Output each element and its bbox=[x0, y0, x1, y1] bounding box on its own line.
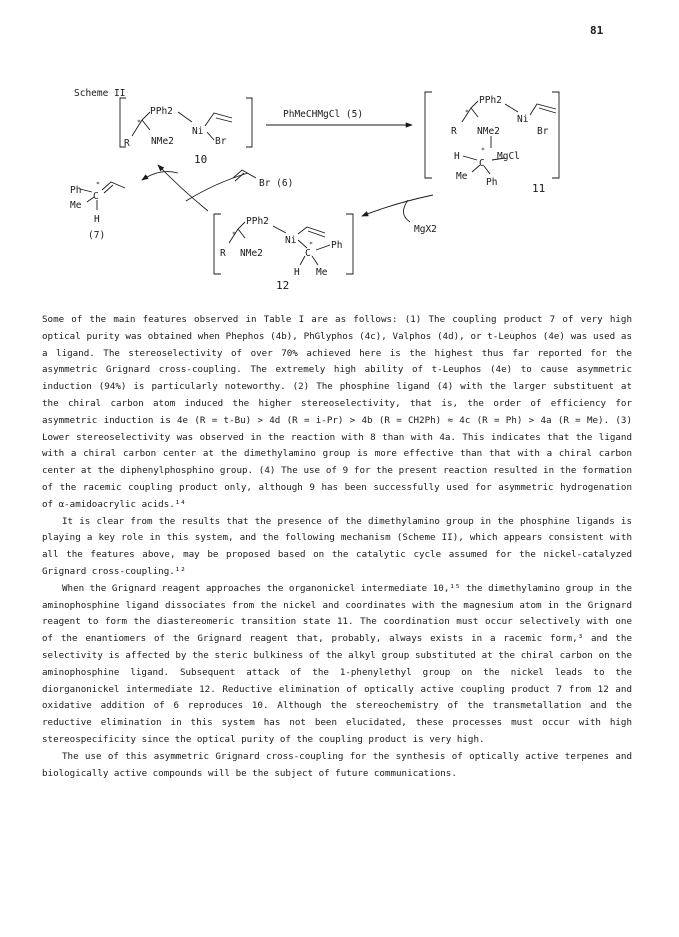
c10-ni: Ni bbox=[192, 126, 204, 137]
c12-me: Me bbox=[316, 267, 328, 278]
arrow-11-to-12 bbox=[362, 195, 433, 216]
scheme-title: Scheme II bbox=[74, 88, 126, 99]
reagent-label: PhMeCHMgCl (5) bbox=[283, 109, 364, 120]
c11-c: C bbox=[479, 158, 485, 169]
c12-ph: Ph bbox=[331, 240, 343, 251]
c10-star: * bbox=[137, 118, 141, 126]
arrow-release-7 bbox=[142, 172, 178, 180]
c11-ph: Ph bbox=[486, 177, 498, 188]
c10-nme2: NMe2 bbox=[151, 136, 174, 147]
c7-ph: Ph bbox=[70, 185, 82, 196]
c12-pph2: PPh2 bbox=[246, 216, 269, 227]
c10-r: R bbox=[124, 138, 130, 149]
c7-h: H bbox=[94, 214, 100, 225]
c11-me: Me bbox=[456, 171, 468, 182]
paragraph-1: Some of the main features observed in Table I are as follows: (1) The coupling product 7 of very high optical purity was obtained when Phephos (4b), PhGlyphos (4c), Valphos (4d), or t-Leuphos (4e) was used as a ligand. The stereoselectivity of over 70% achieved here is the highest thus far reported for the asymmetric Grignard cross-coupling. The extremely high ability of t-Leuphos (4e) to cause asymmetric induction (94%) is particularly noteworthy. (2) The phosphine ligand (4) with the larger substituent at the chiral carbon atom induced the higher stereoselectivity, that is, the order of efficiency for asymmetric induction is 4e (R = t-Bu) > 4d (R = i-Pr) > 4b (R = CH2Ph) ≈ 4c (R = Ph) > 4a (R = Me). (3) Lower stereoselectivity was observed in the reaction with 8 than with 4a. This indicates that the ligand with a chiral carbon center at the dimethylamino group is more effective than that with a chiral carbon center at the diphenylphosphino group. (4) The use of 9 for the present reaction resulted in the formation of the racemic coupling product only, although 9 has been successfully used for asymmetric hydrogenation of α-amidoacrylic acids.¹⁴ bbox=[42, 314, 632, 510]
paragraph-3: When the Grignard reagent approaches the organonickel intermediate 10,¹⁵ the dimethylamino group in the aminophosphine ligand dissociates from the nickel and coordinates with the magnesium atom in the Grignard reagent to form the diastereomeric transition state 11. The coordination must occur selectively with one of the enantiomers of the Grignard reagent that, probably, always exists in a racemic form,³ and the selectivity is affected by the steric bulkiness of the alkyl group substituted at the chiral carbon on the aminophosphine ligand. Subsequent attack of the 1-phenylethyl group on the nickel leads to the diorganonickel intermediate 12. Reductive elimination of optically active coupling product 7 from 12 and oxidative addition of 6 reproduces 10. Although the stereochemistry of the transmetallation and the reductive elimination in this system has not been elucidated, these processes must occur with high stereospecificity since the optical purity of the coupling product is very high. bbox=[42, 582, 632, 745]
compound-12-number: 12 bbox=[276, 279, 290, 292]
compound-10-number: 10 bbox=[194, 153, 208, 166]
c11-c-star: * bbox=[481, 146, 485, 154]
compound-11-number: 11 bbox=[532, 182, 546, 195]
c11-br: Br bbox=[537, 126, 549, 137]
vinyl-bromide-6 bbox=[233, 170, 256, 181]
scheme-ii-figure bbox=[0, 0, 679, 300]
c11-r: R bbox=[451, 126, 457, 137]
c11-mgcl: MgCl bbox=[497, 151, 520, 162]
paragraph-4: The use of this asymmetric Grignard cross-coupling for the synthesis of optically active terpenes and biologically active compounds will be the subject of future communications. bbox=[42, 750, 632, 779]
mgx2-release-curve bbox=[403, 200, 410, 222]
c10-br: Br bbox=[215, 136, 227, 147]
mgx2-label: MgX2 bbox=[414, 224, 437, 235]
body-text bbox=[42, 312, 632, 782]
c12-h: H bbox=[294, 267, 300, 278]
c11-ni: Ni bbox=[517, 114, 529, 125]
vinyl-bromide-label: Br (6) bbox=[259, 178, 294, 189]
paragraph-2: It is clear from the results that the presence of the dimethylamino group in the phosphine ligands is playing a key role in this system, and the following mechanism (Scheme II), which appears consistent with all the features above, may be proposed based on the catalytic cycle assumed for the nickel-catalyzed Grignard cross-coupling.¹² bbox=[42, 515, 632, 577]
c11-h: H bbox=[454, 151, 460, 162]
c11-nme2: NMe2 bbox=[477, 126, 500, 137]
c10-pph2: PPh2 bbox=[150, 106, 173, 117]
c12-star: * bbox=[232, 230, 236, 238]
c11-pph2: PPh2 bbox=[479, 95, 502, 106]
c7-star: * bbox=[96, 180, 100, 188]
c11-star: * bbox=[465, 108, 469, 116]
compound-7 bbox=[80, 182, 125, 210]
page-number: 81 bbox=[590, 24, 604, 37]
c12-ni: Ni bbox=[285, 235, 297, 246]
compound-7-label: (7) bbox=[88, 230, 106, 241]
c7-me: Me bbox=[70, 200, 82, 211]
c12-c-star: * bbox=[309, 240, 313, 248]
c7-c: C bbox=[93, 191, 99, 202]
c12-c: C bbox=[305, 248, 311, 259]
c12-r: R bbox=[220, 248, 226, 259]
c12-nme2: NMe2 bbox=[240, 248, 263, 259]
